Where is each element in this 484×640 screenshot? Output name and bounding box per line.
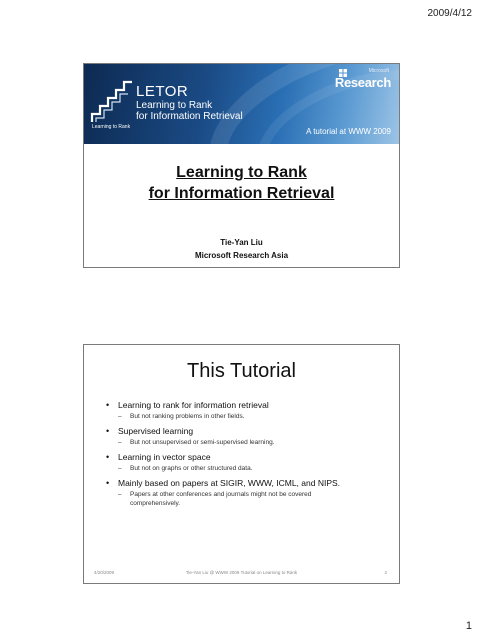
page-number: 1 (465, 620, 472, 632)
sub-bullet-line-1: Papers at other conferences and journals might not be covered (130, 491, 312, 498)
bullet-list (106, 400, 391, 513)
slide-2-title: This Tutorial (187, 360, 296, 382)
author-affiliation: Microsoft Research Asia (194, 251, 289, 260)
sub-bullet-text (106, 490, 391, 508)
author-name: Tie-Yan Liu (220, 238, 263, 247)
bullet-text: • Mainly based on papers at SIGIR, WWW, ICML, and NIPS. (106, 478, 391, 489)
sub-bullet-text: – But not unsupervised or semi-supervised learning. (106, 438, 391, 447)
footer-slide-number: 2 (384, 570, 387, 575)
slide-1 (83, 63, 400, 268)
bullet-text: • Learning to rank for information retrieval (106, 400, 391, 411)
letor-logo-title: LETOR (136, 83, 189, 100)
list-item (106, 452, 391, 473)
bullet-text: • Supervised learning (106, 426, 391, 437)
slide-banner (84, 64, 399, 144)
footer-caption: Tie-Yan Liu @ WWW 2009 Tutorial on Learning to Rank (185, 570, 298, 575)
letor-stairs-logo-icon (90, 78, 134, 124)
sub-bullet-text: – But not on graphs or other structured data. (106, 464, 391, 473)
tutorial-tag: A tutorial at WWW 2009 (306, 127, 391, 136)
list-item (106, 478, 391, 508)
title-line-1: Learning to Rank (176, 164, 307, 181)
letor-logo-caption: Learning to Rank (92, 124, 131, 130)
sub-bullet-line-2: comprehensively. (130, 500, 181, 507)
bullet-text: • Learning in vector space (106, 452, 391, 463)
title-line-2: for Information Retrieval (148, 185, 335, 202)
sub-bullet-text: – But not ranking problems in other fields. (106, 412, 391, 421)
letor-logo-subtitle-1: Learning to Rank (136, 100, 213, 111)
page-date: 2009/4/12 (427, 8, 472, 19)
footer-date: 4/20/2009 (94, 570, 115, 575)
letor-logo-subtitle-2: for Information Retrieval (136, 111, 243, 122)
slide-1-title (84, 162, 399, 204)
microsoft-brand-small: Microsoft (368, 68, 389, 74)
list-item (106, 400, 391, 421)
research-brand: Research (334, 75, 391, 90)
list-item (106, 426, 391, 447)
slide-2 (83, 344, 400, 584)
